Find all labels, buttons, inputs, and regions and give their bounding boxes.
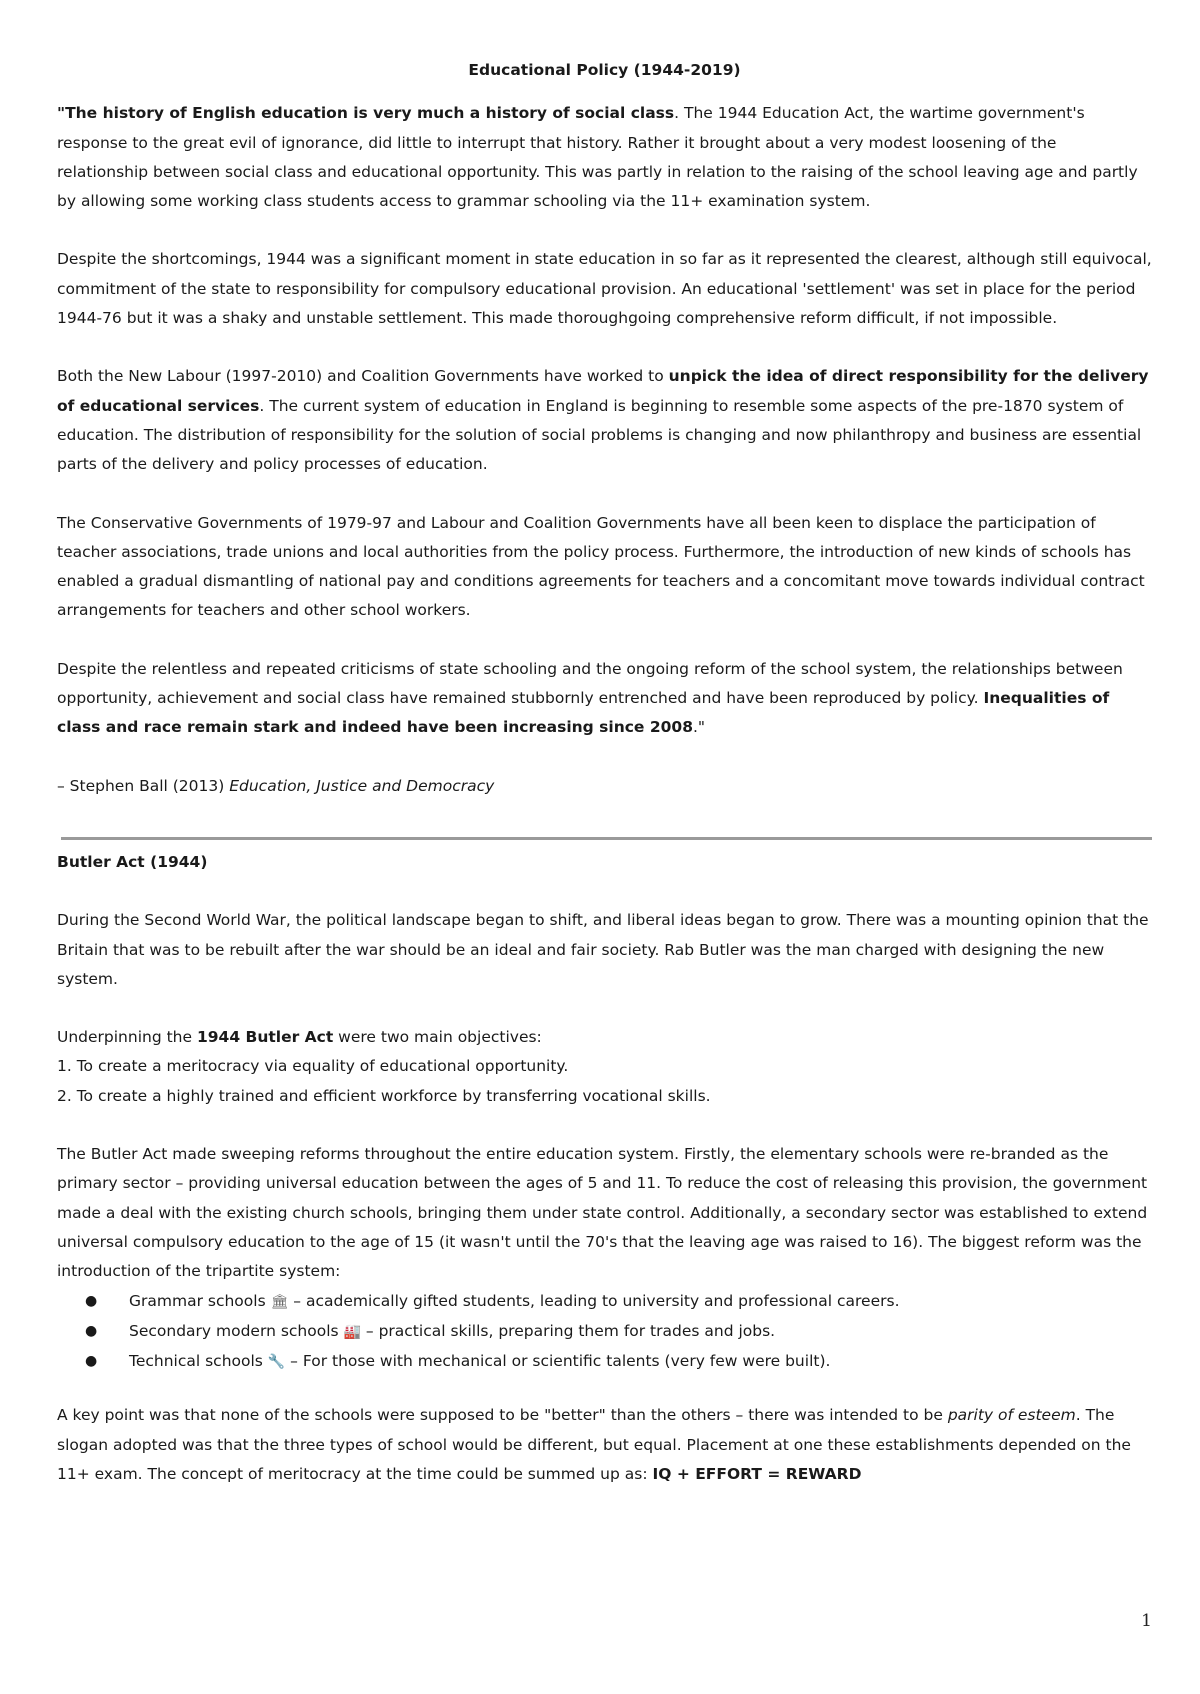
- objectives-list: [57, 1052, 1152, 1111]
- parity-paragraph: [57, 1401, 1152, 1489]
- objectives-bold: 1944 Butler Act: [196, 1028, 334, 1047]
- list-item-grammar: [57, 1287, 1152, 1317]
- attribution-work: Education, Justice and Democracy: [229, 776, 495, 795]
- bullet-icon: ●: [85, 1353, 98, 1370]
- list-item-secondary-modern: [57, 1317, 1152, 1347]
- meritocracy-formula: IQ + EFFORT = REWARD: [652, 1464, 862, 1483]
- section-heading-butler-act: Butler Act (1944): [57, 852, 208, 871]
- parity-text: . The slogan adopted was that the three types of school would be different, but equal. Placement at one these establishments depended on the 11+ exam. The concept of meritocracy at the time could be summed up as:: [57, 1406, 1131, 1483]
- page-number: 1: [1141, 1611, 1152, 1631]
- school-name: Grammar schools: [129, 1291, 266, 1310]
- school-desc: – For those with mechanical or scientific talents (very few were built).: [285, 1352, 831, 1371]
- quote-paragraph-5: [57, 655, 1152, 743]
- bullet-icon: ●: [85, 1322, 98, 1339]
- school-desc: – practical skills, preparing them for trades and jobs.: [360, 1321, 776, 1340]
- objectives-lead: [57, 1023, 1152, 1052]
- school-desc: – academically gifted students, leading to university and professional careers.: [288, 1291, 900, 1310]
- quote-text: .": [692, 718, 706, 737]
- school-name: Secondary modern schools: [129, 1321, 339, 1340]
- wrench-icon: 🔧: [267, 1354, 286, 1371]
- section-divider: [61, 837, 1152, 840]
- parity-italic: parity of esteem: [947, 1406, 1076, 1425]
- objective-item: 2. To create a highly trained and efficient workforce by transferring vocational skills.: [57, 1086, 711, 1105]
- quote-paragraph-3: [57, 362, 1152, 479]
- quote-paragraph-4: The Conservative Governments of 1979-97 and Labour and Coalition Governments have all been keen to displace the participation of teacher associations, trade unions and local authorities from the policy process. Furthermore, the introduction of new kinds of schools has enabled a gradual dismantling of national pay and conditions agreements for teachers and a concomitant move towards individual contract arrangements for teachers and other school workers.: [57, 513, 1145, 620]
- school-name: Technical schools: [129, 1352, 263, 1371]
- parity-text: A key point was that none of the schools were supposed to be "better" than the others – there was intended to be: [57, 1406, 948, 1425]
- page-title: Educational Policy (1944-2019): [468, 61, 741, 79]
- quote-paragraph-2: Despite the shortcomings, 1944 was a significant moment in state education in so far as it represented the clearest, although still equivocal, commitment of the state to responsibility for compulsory educational provision. An educational 'settlement' was set in place for the period 1944-76 but it was a shaky and unstable settlement. This made thoroughgoing comprehensive reform difficult, if not impossible.: [57, 250, 1152, 328]
- classical-building-icon: 🏛: [270, 1293, 289, 1310]
- quote-text: Despite the relentless and repeated criticisms of state schooling and the ongoing reform of the school system, the relationships between opportunity, achievement and social class have remained stubbornly entrenched and have been reproduced by policy.: [57, 659, 1123, 708]
- quote-bold-opening: "The history of English education is very much a history of social class: [57, 104, 675, 123]
- list-item-technical: [57, 1347, 1152, 1377]
- quote-text: . The current system of education in England is beginning to resemble some aspects of the pre-1870 system of education. The distribution of responsibility for the solution of social problems is changing and now philanthropy and business are essential parts of the delivery and policy processes of education.: [57, 396, 1142, 474]
- objectives-text: Underpinning the: [57, 1028, 197, 1047]
- tripartite-list: [57, 1287, 1152, 1378]
- butler-reforms-paragraph: The Butler Act made sweeping reforms throughout the entire education system. Firstly, the elementary schools were re-branded as the primary sector – providing universal education between the ages of 5 and 11. To reduce the cost of releasing this provision, the government made a deal with the existing church schools, bringing them under state control. Additionally, a secondary sector was established to extend universal compulsory education to the age of 15 (it wasn't until the 70's that the leaving age was raised to 16). The biggest reform was the introduction of the tripartite system:: [57, 1145, 1148, 1281]
- butler-intro-paragraph: During the Second World War, the political landscape began to shift, and liberal ideas began to grow. There was a mounting opinion that the Britain that was to be rebuilt after the war should be an ideal and fair society. Rab Butler was the man charged with designing the new system.: [57, 911, 1149, 988]
- quote-bold-phrase: Inequalities of class and race remain stark and indeed have been increasing since 2008: [57, 689, 1110, 737]
- objectives-text: were two main objectives:: [333, 1028, 542, 1047]
- quote-bold-phrase: unpick the idea of direct responsibility for the delivery of educational services: [57, 367, 1149, 415]
- quote-paragraph-1: [57, 99, 1152, 216]
- objective-item: 1. To create a meritocracy via equality of educational opportunity.: [57, 1057, 569, 1076]
- quote-text: . The 1944 Education Act, the wartime government's response to the great evil of ignorance, did little to interrupt that history. Rather it brought about a very modest loosening of the relationship between social class and educational opportunity. This was partly in relation to the raising of the school leaving age and partly by allowing some working class students access to grammar schooling via the 11+ examination system.: [57, 104, 1138, 211]
- quote-attribution: [57, 772, 1152, 801]
- quote-text: Both the New Labour (1997-2010) and Coalition Governments have worked to: [57, 367, 669, 386]
- bullet-icon: ●: [85, 1292, 98, 1309]
- attribution-author: – Stephen Ball (2013): [57, 776, 230, 795]
- factory-icon: 🏭: [343, 1323, 361, 1340]
